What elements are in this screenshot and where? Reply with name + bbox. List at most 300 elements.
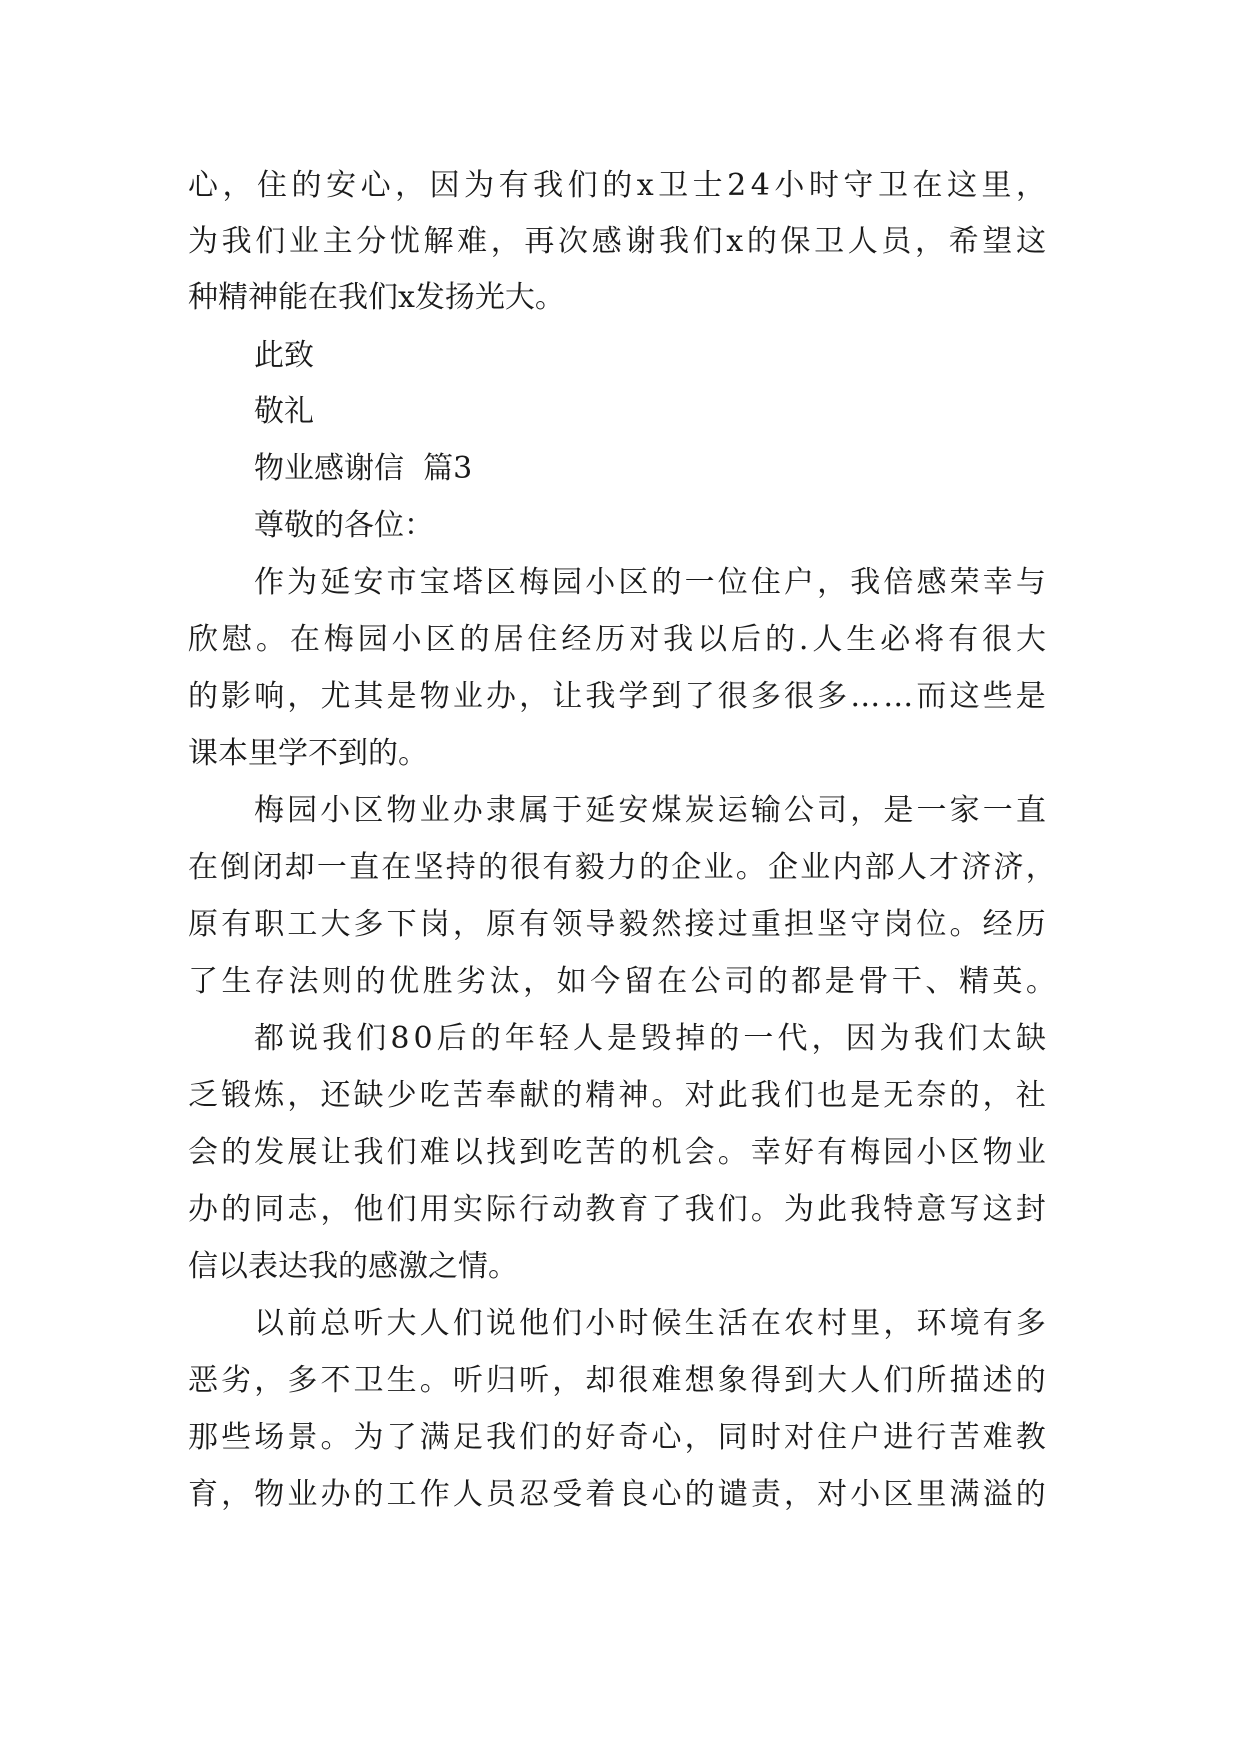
body-line	[188, 1418, 1046, 1458]
glyph: 们	[519, 1420, 550, 1455]
glyph: 公	[784, 793, 814, 828]
glyph: 此	[717, 1078, 748, 1113]
body-line	[188, 848, 1056, 888]
glyph: 以	[254, 1306, 284, 1341]
glyph: 意	[916, 1192, 947, 1227]
glyph: 很	[618, 1363, 649, 1398]
glyph: 直	[1015, 793, 1046, 828]
glyph: 心	[360, 168, 391, 203]
glyph: 让	[320, 1135, 351, 1170]
glyph: 尤	[320, 679, 351, 714]
glyph: 宝	[419, 565, 450, 600]
glyph: 位	[717, 565, 748, 600]
body-line	[254, 1019, 1046, 1059]
glyph: 为	[783, 1192, 814, 1227]
glyph: 延	[320, 565, 351, 600]
glyph: 到	[651, 679, 682, 714]
glyph: 生	[684, 1306, 715, 1341]
glyph: 找	[485, 1135, 516, 1170]
glyph: 这	[949, 679, 980, 714]
glyph: 感	[916, 565, 947, 600]
glyph: 区	[618, 565, 649, 600]
glyph: 内	[832, 850, 863, 885]
glyph: 历	[1015, 907, 1046, 942]
glyph: 了	[651, 1192, 682, 1227]
glyph: 坚	[413, 850, 444, 885]
glyph: 毅	[618, 907, 649, 942]
glyph: 、	[925, 964, 956, 999]
glyph: 的	[291, 168, 322, 203]
glyph: 我	[585, 679, 616, 714]
glyph: 际	[485, 1192, 516, 1227]
glyph: 责	[750, 1477, 781, 1512]
glyph: 村	[817, 1306, 848, 1341]
glyph: 教	[585, 1192, 616, 1227]
glyph: 良	[618, 1477, 649, 1512]
glyph: 到	[519, 1135, 550, 1170]
glyph: 的	[459, 622, 490, 657]
line-text: 课本里学不到的。	[188, 736, 428, 771]
glyph: 人	[572, 1021, 603, 1056]
glyph: 了	[188, 964, 218, 999]
glyph: 。	[255, 622, 286, 657]
glyph: 作	[254, 565, 284, 600]
glyph: 炭	[684, 793, 715, 828]
glyph: 我	[533, 168, 564, 203]
glyph: 我	[353, 1135, 384, 1170]
glyph: 闭	[252, 850, 283, 885]
glyph: 有	[542, 850, 573, 885]
glyph: 受	[552, 1477, 583, 1512]
glyph: 经	[561, 622, 592, 657]
glyph: 延	[585, 793, 616, 828]
glyph: 归	[485, 1363, 516, 1398]
glyph: 胜	[422, 964, 453, 999]
glyph: 然	[651, 907, 682, 942]
glyph: 士	[692, 168, 723, 203]
glyph: 们	[883, 1363, 914, 1398]
glyph: 的	[602, 168, 633, 203]
glyph: 公	[690, 964, 721, 999]
glyph: 。	[750, 1192, 781, 1227]
glyph: 忧	[389, 224, 420, 259]
glyph: 如	[556, 964, 587, 999]
body-line	[254, 1304, 1046, 1344]
glyph: 心	[651, 1477, 682, 1512]
glyph: 则	[322, 964, 353, 999]
glyph: 的	[639, 850, 670, 885]
body-line	[188, 1475, 1046, 1515]
section-title	[254, 449, 472, 489]
glyph: 为	[353, 1420, 384, 1455]
glyph: 物	[982, 1135, 1013, 1170]
glyph: 有	[948, 622, 979, 657]
glyph: 持	[445, 850, 476, 885]
glyph: ，	[254, 1363, 285, 1398]
glyph: 很	[982, 622, 1013, 657]
glyph: 。	[651, 1078, 682, 1113]
glyph: 到	[783, 1363, 814, 1398]
glyph: 谴	[717, 1477, 748, 1512]
glyph: 动	[552, 1192, 583, 1227]
glyph: 溢	[982, 1477, 1013, 1512]
glyph: 苦	[452, 1078, 483, 1113]
glyph: 一	[982, 793, 1013, 828]
glyph: 存	[255, 964, 286, 999]
glyph: 工	[386, 1477, 417, 1512]
glyph: 骨	[858, 964, 889, 999]
glyph: 梅	[519, 565, 549, 600]
glyph: 的	[709, 1021, 740, 1056]
glyph: 锻	[221, 1078, 252, 1113]
glyph: 办	[485, 679, 516, 714]
glyph: 业	[452, 679, 483, 714]
body-line	[188, 1247, 518, 1287]
glyph: 。	[419, 1363, 450, 1398]
glyph: 经	[982, 907, 1013, 942]
glyph: 我	[221, 224, 252, 259]
glyph: 献	[519, 1078, 550, 1113]
glyph: 保	[780, 224, 811, 259]
glyph: 小	[916, 1135, 947, 1170]
glyph: 对	[783, 1420, 814, 1455]
glyph: 用	[419, 1192, 450, 1227]
glyph: 此	[817, 1192, 848, 1227]
glyph: 一	[316, 850, 347, 885]
glyph: 8	[390, 1021, 410, 1056]
glyph: 苦	[949, 1420, 980, 1455]
glyph: 吃	[552, 1135, 583, 1170]
glyph: 生	[221, 964, 252, 999]
glyph: 小	[391, 622, 422, 657]
glyph: 们	[386, 1135, 417, 1170]
glyph: 们	[356, 1021, 387, 1056]
glyph: 多	[817, 679, 848, 714]
glyph: 忍	[519, 1477, 550, 1512]
glyph: 很	[717, 679, 748, 714]
glyph: 户	[850, 1420, 881, 1455]
glyph: 为	[188, 224, 218, 259]
glyph: 这	[946, 168, 977, 203]
glyph: 济	[993, 850, 1024, 885]
glyph: 梅	[850, 1135, 881, 1170]
glyph: ，	[915, 224, 946, 259]
glyph: 的	[1015, 1363, 1046, 1398]
glyph: 后	[436, 1021, 467, 1056]
glyph: 候	[651, 1306, 682, 1341]
glyph: 位	[916, 907, 947, 942]
glyph: 以	[697, 622, 728, 657]
glyph: 因	[429, 168, 460, 203]
glyph: 奇	[618, 1420, 649, 1455]
glyph: 我	[663, 622, 694, 657]
glyph: 作	[419, 1477, 450, 1512]
glyph: 的	[764, 622, 795, 657]
glyph: 2	[727, 168, 747, 203]
glyph: 望	[982, 224, 1013, 259]
glyph: 人	[847, 224, 878, 259]
glyph: ，	[222, 168, 253, 203]
glyph: 们	[255, 224, 286, 259]
glyph: 的	[684, 1477, 715, 1512]
glyph: 写	[949, 1192, 980, 1227]
body-line	[188, 962, 1056, 1002]
glyph: 有	[817, 1135, 848, 1170]
glyph: 梅	[323, 622, 354, 657]
body-line	[188, 620, 1046, 660]
glyph: 工	[287, 907, 318, 942]
glyph: 人	[452, 1477, 483, 1512]
glyph: 的	[618, 1135, 649, 1170]
line-text: 信以表达我的感激之情。	[188, 1249, 518, 1284]
glyph: 分	[356, 224, 387, 259]
glyph: 我	[850, 1192, 881, 1227]
glyph: 后	[731, 622, 761, 657]
glyph: 为	[464, 168, 495, 203]
glyph: 担	[783, 907, 814, 942]
glyph: .	[798, 622, 809, 657]
glyph: 过	[717, 907, 748, 942]
glyph: 封	[1015, 1192, 1046, 1227]
glyph: 住	[527, 622, 558, 657]
glyph: 毅	[574, 850, 605, 885]
glyph: 神	[618, 1078, 649, 1113]
glyph: 生	[846, 622, 877, 657]
glyph: 境	[949, 1306, 980, 1341]
glyph: 的	[188, 679, 218, 714]
glyph: 得	[750, 1363, 781, 1398]
glyph: 前	[287, 1306, 318, 1341]
glyph: 心	[188, 168, 218, 203]
glyph: 住	[750, 565, 781, 600]
glyph: 场	[254, 1420, 285, 1455]
glyph: …	[883, 679, 914, 714]
glyph: 幸	[982, 565, 1013, 600]
glyph: 再	[524, 224, 555, 259]
glyph: 煤	[651, 793, 682, 828]
glyph: 户	[784, 565, 814, 600]
glyph: 岗	[419, 907, 450, 942]
glyph: 。	[949, 907, 980, 942]
glyph: 大	[1015, 622, 1046, 657]
glyph: 有	[519, 907, 550, 942]
glyph: 响	[254, 679, 285, 714]
glyph: 下	[386, 907, 417, 942]
glyph: 办	[320, 1477, 351, 1512]
glyph: 有	[982, 1306, 1013, 1341]
glyph: ，	[320, 1192, 351, 1227]
body-line	[188, 1361, 1046, 1401]
glyph: 年	[504, 1021, 535, 1056]
line-text: 此致	[254, 338, 314, 373]
glyph: 的	[552, 1078, 583, 1113]
glyph: 业	[288, 224, 319, 259]
glyph: 小	[850, 1477, 881, 1512]
glyph: 育	[188, 1477, 218, 1512]
body-line	[188, 1076, 1046, 1116]
glyph: 劣	[221, 1363, 252, 1398]
glyph: 梅	[254, 793, 284, 828]
glyph: 劣	[456, 964, 487, 999]
glyph: 们	[692, 224, 723, 259]
glyph: 企	[767, 850, 798, 885]
line-text: 种精神能在我们x发扬光大。	[188, 280, 565, 315]
greeting	[254, 506, 434, 546]
glyph: 好	[585, 1420, 616, 1455]
glyph: ，	[1016, 168, 1046, 203]
glyph: 有	[221, 907, 252, 942]
glyph: 。	[735, 850, 766, 885]
glyph: 里	[916, 1477, 947, 1512]
glyph: 奈	[916, 1078, 947, 1113]
glyph: ，	[783, 1477, 814, 1512]
glyph: 精	[958, 964, 989, 999]
glyph: 汰	[489, 964, 520, 999]
glyph: 些	[221, 1420, 252, 1455]
glyph: 园	[287, 793, 318, 828]
closing-salutation	[254, 336, 314, 376]
glyph: 物	[419, 679, 450, 714]
glyph: 才	[929, 850, 960, 885]
glyph: 与	[1015, 565, 1046, 600]
glyph: 安	[353, 565, 384, 600]
body-line	[188, 278, 565, 318]
glyph: 岗	[883, 907, 914, 942]
glyph: x	[636, 168, 654, 203]
glyph: ，	[552, 1363, 583, 1398]
line-text: 敬礼	[254, 394, 314, 429]
glyph: 感	[591, 224, 622, 259]
glyph: 教	[1015, 1420, 1046, 1455]
glyph: 行	[916, 1420, 947, 1455]
glyph: 幸	[750, 1135, 781, 1170]
glyph: 轻	[538, 1021, 569, 1056]
glyph: 塔	[452, 565, 483, 600]
glyph: 业	[419, 793, 450, 828]
glyph: 学	[618, 679, 649, 714]
glyph: 里	[981, 168, 1012, 203]
body-line	[188, 166, 1046, 206]
glyph: 必	[880, 622, 911, 657]
glyph: 吃	[419, 1078, 450, 1113]
glyph: 小	[774, 168, 805, 203]
glyph: 领	[552, 907, 583, 942]
glyph: 生	[386, 1363, 417, 1398]
glyph: 不	[320, 1363, 351, 1398]
glyph: 为	[879, 1021, 910, 1056]
body-line	[188, 677, 1046, 717]
glyph: 行	[519, 1192, 550, 1227]
glyph: 一	[916, 793, 947, 828]
glyph: 人	[850, 1363, 881, 1398]
glyph: 掉	[675, 1021, 706, 1056]
glyph: 们	[452, 1306, 483, 1341]
glyph: 将	[914, 622, 945, 657]
glyph: 我	[684, 1192, 715, 1227]
glyph: 苦	[585, 1135, 616, 1170]
glyph: 象	[717, 1363, 748, 1398]
glyph: 0	[413, 1021, 433, 1056]
glyph: 卫	[353, 1363, 384, 1398]
glyph: 里	[850, 1306, 881, 1341]
glyph: ，	[287, 679, 318, 714]
glyph: 听	[452, 1363, 483, 1398]
glyph: 区	[353, 793, 384, 828]
glyph: 历	[595, 622, 626, 657]
glyph: 所	[916, 1363, 947, 1398]
glyph: 因	[845, 1021, 876, 1056]
glyph: 的	[477, 850, 508, 885]
glyph: 想	[684, 1363, 715, 1398]
glyph: 难	[982, 1420, 1013, 1455]
glyph: 是	[607, 1021, 638, 1056]
glyph: …	[850, 679, 881, 714]
glyph: 多	[750, 679, 781, 714]
glyph: 以	[452, 1135, 483, 1170]
glyph: 卫	[814, 224, 845, 259]
glyph: 太	[981, 1021, 1012, 1056]
glyph: 对	[629, 622, 660, 657]
glyph: 小	[585, 1306, 616, 1341]
glyph: 好	[783, 1135, 814, 1170]
glyph: 精	[585, 1078, 616, 1113]
glyph: 。	[717, 1135, 748, 1170]
body-line	[254, 563, 1046, 603]
glyph: 属	[519, 793, 549, 828]
glyph: 留	[623, 964, 654, 999]
glyph: 办	[452, 793, 483, 828]
glyph: 安	[326, 168, 357, 203]
glyph: ，	[523, 964, 554, 999]
glyph: 奉	[485, 1078, 516, 1113]
glyph: 家	[949, 793, 980, 828]
glyph: 在	[289, 622, 320, 657]
glyph: 活	[717, 1306, 748, 1341]
glyph: 法	[288, 964, 319, 999]
glyph: 他	[519, 1306, 549, 1341]
glyph: 是	[1015, 679, 1046, 714]
glyph: 述	[982, 1363, 1013, 1398]
glyph: 职	[254, 907, 285, 942]
glyph: 他	[353, 1192, 384, 1227]
glyph: 了	[684, 679, 715, 714]
glyph: 炼	[254, 1078, 285, 1113]
glyph: 很	[510, 850, 541, 885]
body-line	[188, 905, 1046, 945]
glyph: 业	[287, 1477, 318, 1512]
glyph: 小	[585, 565, 616, 600]
glyph: 是	[386, 679, 417, 714]
glyph: 难	[651, 1363, 682, 1398]
body-line	[188, 734, 428, 774]
glyph: 特	[883, 1192, 914, 1227]
glyph: 原	[188, 907, 218, 942]
glyph: 住	[817, 1420, 848, 1455]
glyph: 的	[355, 964, 386, 999]
glyph: 于	[552, 793, 583, 828]
glyph: 物	[386, 793, 417, 828]
glyph: 是	[883, 793, 914, 828]
glyph: ，	[684, 1420, 715, 1455]
glyph: 我	[750, 1078, 781, 1113]
glyph: 们	[947, 1021, 978, 1056]
glyph: 的	[221, 1135, 252, 1170]
glyph: ，	[519, 679, 550, 714]
glyph: 对	[817, 1477, 848, 1512]
glyph: 影	[221, 679, 252, 714]
glyph: 那	[188, 1420, 218, 1455]
glyph: 大	[817, 1363, 848, 1398]
